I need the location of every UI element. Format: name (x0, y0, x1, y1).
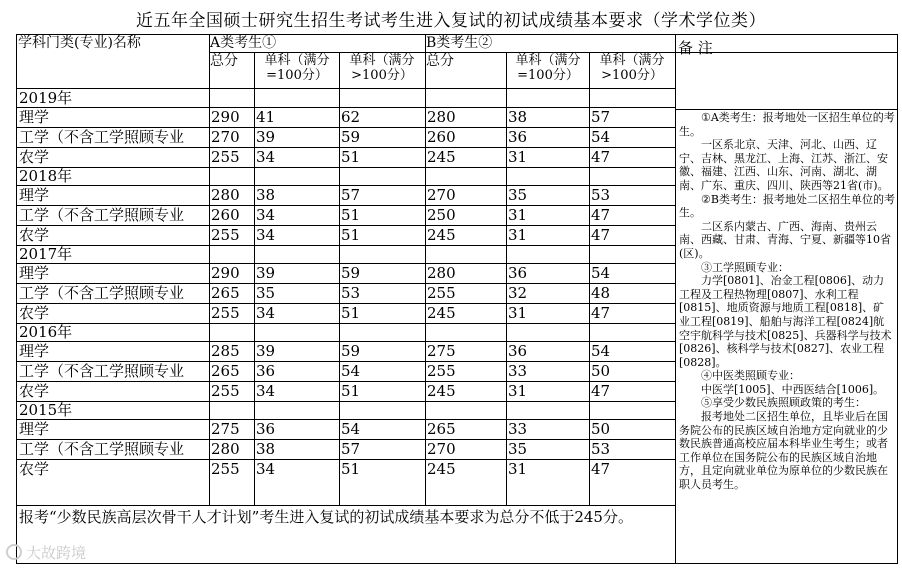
score-cell: 245 (427, 460, 456, 478)
score-cell: 38 (256, 440, 276, 458)
subject-name: 农学 (19, 148, 50, 166)
subject-name: 工学（不含工学照顾专业 (19, 440, 185, 458)
score-cell: 32 (508, 284, 528, 302)
remark-note: 二区系内蒙古、广西、海南、贵州云南、西藏、甘肃、青海、宁夏、新疆等10省(区)。 (679, 219, 891, 260)
remarks-notes (676, 111, 898, 551)
remark-note: ①A类考生：报考地处一区招生单位的考生。 (679, 111, 895, 138)
score-cell: 57 (341, 186, 361, 204)
header-a-single-gt100: 单科（满分 >100分） (349, 53, 415, 83)
subject-name: 农学 (19, 460, 50, 478)
remark-note: 报考地处二区招生单位，且毕业后在国务院公布的民族区域自治地方定向就业的少数民族普通高校应届本科毕业生考生；或者工作单位在国务院公布的民族区域自治地方，且定向就业单位为原单位的少数民族在职人员考生。 (679, 410, 888, 492)
score-cell: 255 (211, 460, 240, 478)
score-cell: 51 (341, 460, 361, 478)
score-cell: 275 (211, 420, 240, 438)
score-cell: 48 (591, 284, 611, 302)
score-cell: 57 (591, 108, 611, 126)
header-group-b: B类考生② (426, 35, 493, 51)
score-cell: 31 (508, 206, 528, 224)
score-cell: 290 (211, 108, 240, 126)
score-cell: 35 (256, 284, 276, 302)
score-cell: 35 (508, 440, 528, 458)
document-title: 近五年全国硕士研究生招生考试考生进入复试的初试成绩基本要求（学术学位类） (136, 11, 766, 31)
year-label: 2017年 (19, 245, 73, 263)
subject-name: 工学（不含工学照顾专业 (19, 206, 185, 224)
score-cell: 59 (341, 342, 361, 360)
score-cell: 255 (211, 148, 240, 166)
footnote: 报考“少数民族高层次骨干人才计划”考生进入复试的初试成绩基本要求为总分不低于245分。 (19, 508, 633, 526)
score-cell: 36 (256, 362, 276, 380)
score-cell: 34 (256, 148, 276, 166)
score-cell: 59 (341, 128, 361, 146)
score-cell: 51 (341, 382, 361, 400)
score-cell: 51 (341, 304, 361, 322)
header-a-single-100: 单科（满分 =100分） (264, 53, 330, 83)
header-b-single-100: 单科（满分 =100分） (515, 53, 581, 83)
remark-note: 力学[0801]、冶金工程[0806]、动力工程及工程热物理[0807]、水利工程[0815]、地质资源与地质工程[0818]、矿业工程[0819]、船舶与海洋工程[0824]航空宇航科学与技术[0825]、兵器科学与技术[0826]、核科学与技术[0827]、农业工程[0828]。 (679, 274, 892, 369)
score-cell: 54 (341, 362, 361, 380)
score-cell: 280 (211, 186, 240, 204)
score-cell: 54 (591, 342, 611, 360)
score-cell: 34 (256, 382, 276, 400)
score-cell: 62 (341, 108, 361, 126)
score-cell: 255 (427, 284, 456, 302)
subject-name: 理学 (19, 420, 50, 438)
score-cell: 54 (591, 128, 611, 146)
score-cell: 50 (591, 362, 611, 380)
remark-note: ②B类考生：报考地处二区招生单位的考生。 (679, 192, 895, 220)
score-cell: 53 (591, 186, 611, 204)
score-cell: 57 (341, 440, 361, 458)
watermark: 大故跨境 (6, 542, 86, 563)
remark-note: ④中医类照顾专业： (701, 369, 800, 383)
remark-note: 一区系北京、天津、河北、山西、辽宁、吉林、黑龙江、上海、江苏、浙江、安徽、福建、江西、山东、河南、湖北、湖南、广东、重庆、四川、陕西等21省(市)。 (679, 138, 889, 192)
score-cell: 34 (256, 304, 276, 322)
score-cell: 47 (591, 226, 611, 244)
subject-name: 农学 (19, 226, 50, 244)
year-label: 2019年 (19, 89, 73, 107)
score-cell: 270 (211, 128, 240, 146)
score-cell: 31 (508, 148, 528, 166)
score-cell: 34 (256, 460, 276, 478)
score-cell: 31 (508, 460, 528, 478)
score-cell: 280 (427, 108, 456, 126)
score-cell: 245 (427, 304, 456, 322)
score-cell: 36 (508, 128, 528, 146)
score-cell: 265 (427, 420, 456, 438)
score-cell: 39 (256, 342, 276, 360)
score-cell: 270 (427, 186, 456, 204)
score-cell: 47 (591, 460, 611, 478)
subject-name: 工学（不含工学照顾专业 (19, 128, 185, 146)
header-a-total: 总分 (210, 53, 238, 69)
remark-note: ③工学照顾专业： (701, 260, 789, 274)
score-cell: 34 (256, 226, 276, 244)
score-cell: 250 (427, 206, 456, 224)
header-b-total: 总分 (426, 53, 454, 69)
subject-name: 农学 (19, 382, 50, 400)
score-table (16, 34, 898, 564)
score-cell: 280 (211, 440, 240, 458)
header-b-single-gt100: 单科（满分 >100分） (599, 53, 665, 83)
score-cell: 38 (508, 108, 528, 126)
score-cell: 260 (427, 128, 456, 146)
score-cell: 47 (591, 304, 611, 322)
score-cell: 290 (211, 264, 240, 282)
score-cell: 51 (341, 226, 361, 244)
score-cell: 255 (211, 382, 240, 400)
watermark-logo-icon (6, 544, 22, 560)
score-cell: 280 (427, 264, 456, 282)
header-group-a: A类考生① (210, 35, 277, 51)
score-cell: 31 (508, 382, 528, 400)
subject-name: 理学 (19, 264, 50, 282)
score-cell: 255 (211, 304, 240, 322)
score-cell: 54 (341, 420, 361, 438)
score-cell: 59 (341, 264, 361, 282)
header-subject: 学科门类(专业)名称 (18, 35, 141, 51)
header-remarks: 备 注 (678, 39, 713, 57)
score-cell: 53 (591, 440, 611, 458)
score-cell: 285 (211, 342, 240, 360)
score-cell: 51 (341, 206, 361, 224)
subject-name: 工学（不含工学照顾专业 (19, 362, 185, 380)
year-label: 2016年 (19, 323, 73, 341)
score-cell: 36 (256, 420, 276, 438)
score-cell: 31 (508, 226, 528, 244)
score-cell: 33 (508, 362, 528, 380)
score-cell: 47 (591, 148, 611, 166)
score-cell: 36 (508, 264, 528, 282)
score-cell: 34 (256, 206, 276, 224)
subject-name: 理学 (19, 108, 50, 126)
score-cell: 54 (591, 264, 611, 282)
subject-name: 农学 (19, 304, 50, 322)
subject-name: 工学（不含工学照顾专业 (19, 284, 185, 302)
score-cell: 265 (211, 284, 240, 302)
score-cell: 255 (211, 226, 240, 244)
score-cell: 245 (427, 148, 456, 166)
score-cell: 31 (508, 304, 528, 322)
score-cell: 41 (256, 108, 276, 126)
score-cell: 47 (591, 382, 611, 400)
remark-note: ⑤享受少数民族照顾政策的考生： (701, 396, 866, 410)
score-cell: 39 (256, 264, 276, 282)
year-label: 2018年 (19, 167, 73, 185)
year-label: 2015年 (19, 401, 73, 419)
subject-name: 理学 (19, 186, 50, 204)
score-cell: 275 (427, 342, 456, 360)
score-cell: 35 (508, 186, 528, 204)
score-cell: 245 (427, 382, 456, 400)
score-cell: 255 (427, 362, 456, 380)
subject-name: 理学 (19, 342, 50, 360)
score-cell: 38 (256, 186, 276, 204)
score-cell: 245 (427, 226, 456, 244)
remark-note: 中医学[1005]、中西医结合[1006]。 (701, 382, 885, 396)
score-cell: 53 (341, 284, 361, 302)
score-cell: 36 (508, 342, 528, 360)
score-cell: 39 (256, 128, 276, 146)
score-cell: 50 (591, 420, 611, 438)
score-cell: 260 (211, 206, 240, 224)
score-cell: 33 (508, 420, 528, 438)
score-cell: 270 (427, 440, 456, 458)
score-cell: 51 (341, 148, 361, 166)
score-cell: 265 (211, 362, 240, 380)
score-cell: 47 (591, 206, 611, 224)
